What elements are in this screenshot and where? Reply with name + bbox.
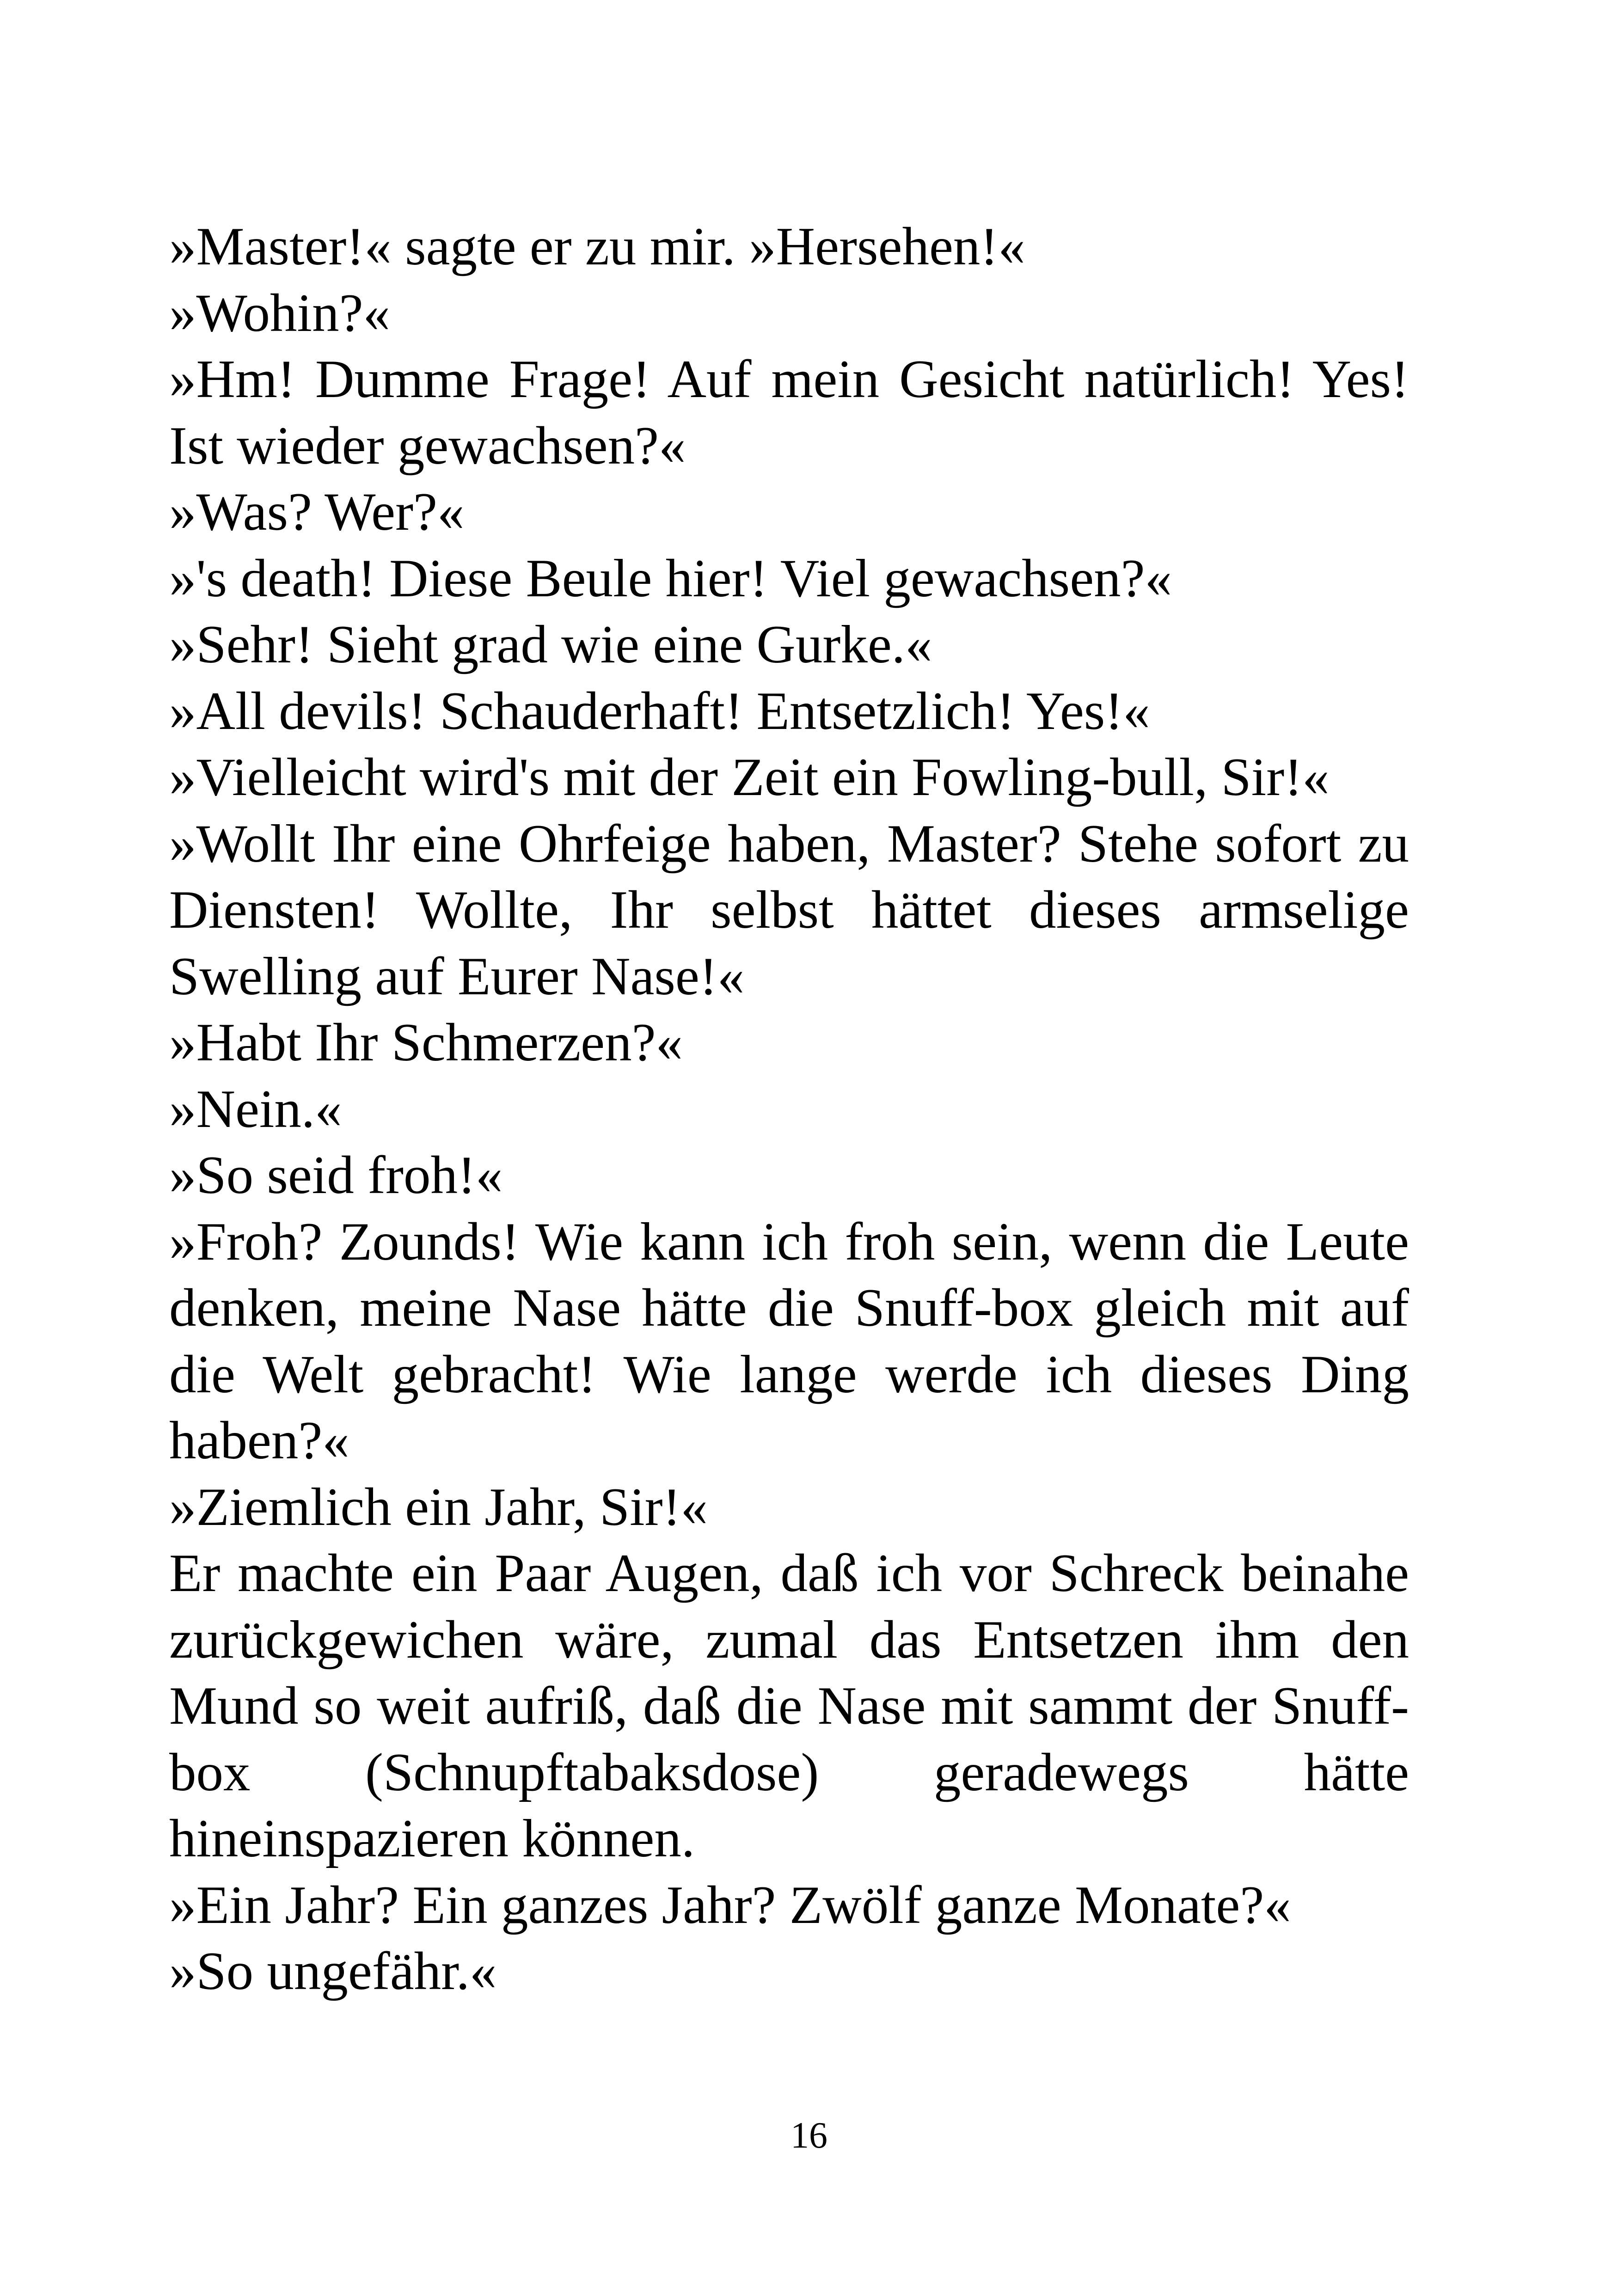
paragraph: »Was? Wer?« bbox=[169, 482, 465, 542]
paragraph: »'s death! Diese Beule hier! Viel gewachsen?« bbox=[169, 548, 1172, 608]
paragraph: »Ein Jahr? Ein ganzes Jahr? Zwölf ganze Monate?« bbox=[169, 1875, 1291, 1935]
page-number: 16 bbox=[791, 2115, 827, 2156]
paragraph: »Sehr! Sieht grad wie eine Gurke.« bbox=[169, 615, 932, 674]
paragraph: »Master!« sagte er zu mir. »Hersehen!« bbox=[169, 217, 1025, 276]
paragraph: »Ziemlich ein Jahr, Sir!« bbox=[169, 1477, 708, 1537]
paragraph: »Nein.« bbox=[169, 1079, 342, 1139]
paragraph: »Vielleicht wird's mit der Zeit ein Fowling-bull, Sir!« bbox=[169, 747, 1330, 807]
paragraph: Er machte ein Paar Augen, daß ich vor Schreck beinahe zurückgewichen wäre, zumal das Entsetzen ihm den Mund so weit aufriß, daß die Nase mit sammt der Snuff-box (Schnupftabaksdose) geradewegs hätte hineinspazieren können. bbox=[169, 1543, 1409, 1868]
paragraph: »Habt Ihr Schmerzen?« bbox=[169, 1013, 683, 1072]
paragraph: »Wollt Ihr eine Ohrfeige haben, Master? Stehe sofort zu Diensten! Wollte, Ihr selbst hättet dieses armselige Swelling auf Eurer Nase!« bbox=[169, 814, 1409, 1006]
paragraph: »So ungefähr.« bbox=[169, 1941, 497, 2001]
page-body bbox=[169, 214, 1409, 2005]
paragraph: »Froh? Zounds! Wie kann ich froh sein, wenn die Leute denken, meine Nase hätte die Snuff-box gleich mit auf die Welt gebracht! Wie lange werde ich dieses Ding haben?« bbox=[169, 1212, 1409, 1470]
paragraph: »Wohin?« bbox=[169, 283, 390, 343]
paragraph: »So seid froh!« bbox=[169, 1145, 503, 1205]
paragraph: »Hm! Dumme Frage! Auf mein Gesicht natürlich! Yes! Ist wieder gewachsen?« bbox=[169, 349, 1409, 476]
paragraph: »All devils! Schauderhaft! Entsetzlich! Yes!« bbox=[169, 681, 1150, 741]
